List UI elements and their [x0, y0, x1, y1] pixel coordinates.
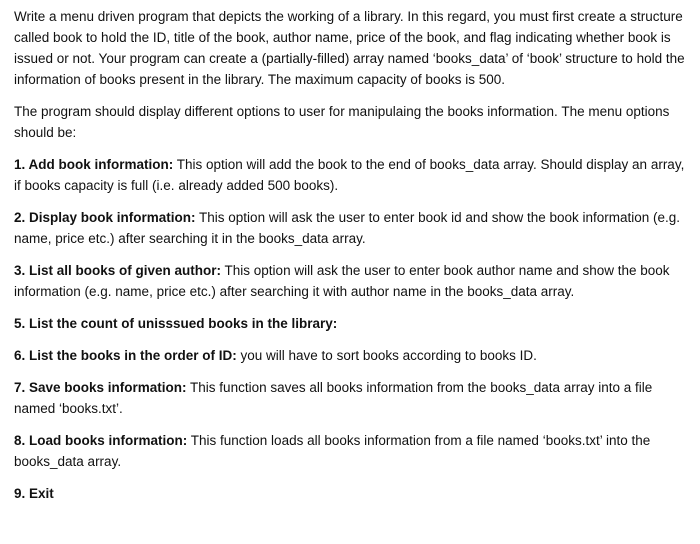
menu-item-title: 8. Load books information:: [14, 433, 188, 448]
menu-item-text: This option will ask the user to enter book id and show the book information (e.g. name, price etc.) after searching it in the books_data array.: [14, 210, 681, 246]
menu-item-title: 7. Save books information:: [14, 380, 187, 395]
menu-item-list-by-author: [14, 260, 688, 302]
menu-item-text: This function saves all books information from the books_data array into a file named ‘books.txt’.: [14, 380, 653, 416]
menu-item-display-book: [14, 207, 688, 249]
menu-item-save-books: [14, 377, 688, 419]
menu-item-text: This option will add the book to the end of books_data array. Should display an array, if books capacity is full (i.e. already added 500 books).: [14, 157, 685, 193]
menu-item-title: 9. Exit: [14, 486, 54, 501]
menu-item-add-book: [14, 154, 688, 196]
options-intro-paragraph: The program should display different options to user for manipulaing the books information. The menu options should be:: [14, 104, 670, 140]
menu-item-text: This option will ask the user to enter book author name and show the book information (e.g. name, price etc.) after searching it with author name in the books_data array.: [14, 263, 670, 299]
intro-paragraph: Write a menu driven program that depicts the working of a library. In this regard, you must first create a structure called book to hold the ID, title of the book, author name, price of the book, and flag indicating whether book is issued or not. Your program can create a (partially-filled) array named ‘books_data’ of ‘book’ structure to hold the information of books present in the library. The maximum capacity of books is 500.: [14, 9, 685, 87]
menu-item-title: 5. List the count of unisssued books in the library:: [14, 316, 338, 331]
menu-item-load-books: [14, 430, 688, 472]
menu-item-text: This function loads all books information from a file named ‘books.txt’ into the books_data array.: [14, 433, 651, 469]
menu-item-title: 2. Display book information:: [14, 210, 196, 225]
menu-item-count-unissued: [14, 313, 688, 334]
menu-item-exit: [14, 483, 688, 504]
menu-item-text: you will have to sort books according to books ID.: [236, 348, 537, 363]
menu-item-sort-by-id: [14, 345, 688, 366]
menu-item-title: 6. List the books in the order of ID:: [14, 348, 237, 363]
menu-item-title: 1. Add book information:: [14, 157, 174, 172]
menu-item-title: 3. List all books of given author:: [14, 263, 222, 278]
